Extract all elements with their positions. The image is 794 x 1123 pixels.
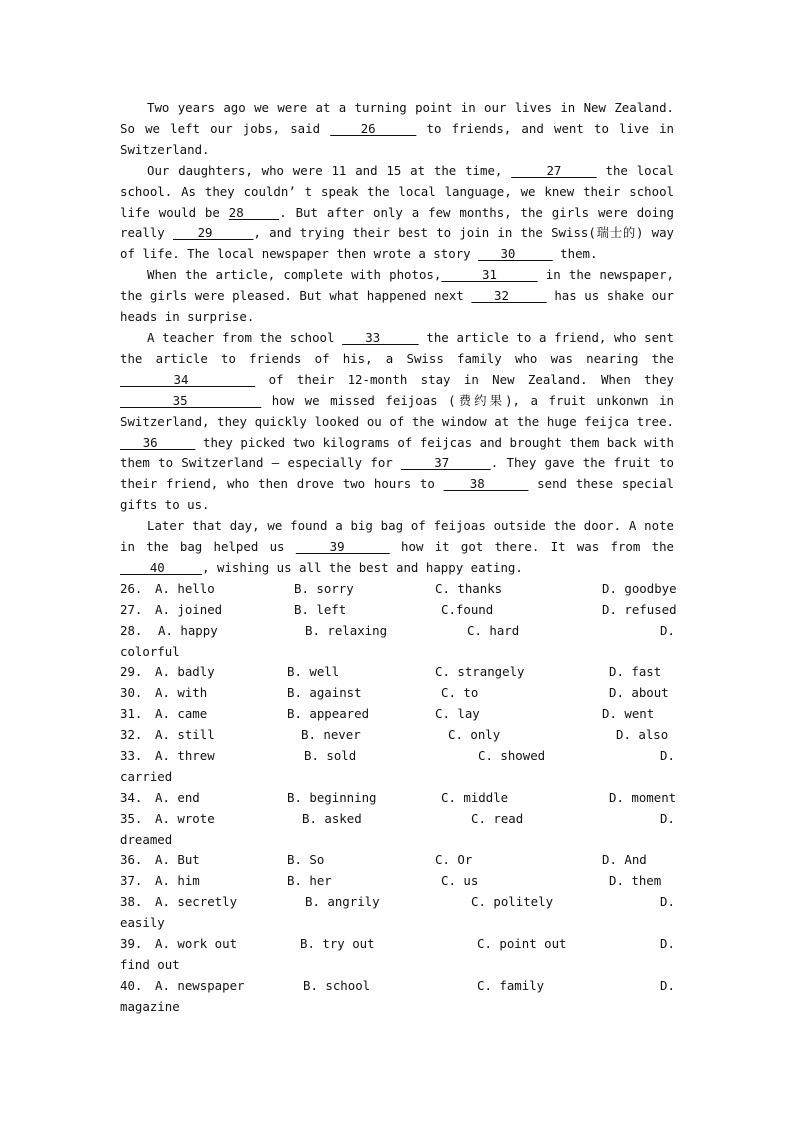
passage-text: Two years ago we were at a turning point in our lives in New Zealand. So we left our jobs, said xyxy=(120,100,674,136)
option-d: D. xyxy=(660,936,675,952)
exam-page xyxy=(120,98,677,1018)
option-d-continued: magazine xyxy=(120,998,180,1014)
option-b: B. angrily xyxy=(305,894,380,910)
option-a: A. with xyxy=(155,685,208,701)
question-number: 31. xyxy=(120,706,143,722)
question-row xyxy=(120,850,674,871)
option-a: A. badly xyxy=(155,664,215,680)
option-c: C.found xyxy=(441,601,494,617)
blank-40: 40 xyxy=(120,559,203,575)
option-a: A. end xyxy=(155,789,200,805)
question-row xyxy=(120,725,674,746)
blank-31: 31 xyxy=(441,267,538,283)
passage-text: how we missed feijoas (费约果), a fruit unkonwn in Switzerland, they quickly looked ou of the window at the huge feijca tree. xyxy=(120,392,674,429)
option-d: D. xyxy=(660,894,675,910)
option-d-continued: easily xyxy=(120,915,165,931)
passage-text: send these special gifts to us. xyxy=(120,476,674,513)
question-number: 29. xyxy=(120,664,143,680)
option-c: C. showed xyxy=(478,747,546,763)
blank-34: 34 xyxy=(120,371,256,387)
option-d-continued: find out xyxy=(120,956,180,972)
question-number: 36. xyxy=(120,852,143,868)
paragraph-1 xyxy=(120,98,674,161)
option-b: B. sorry xyxy=(294,580,354,596)
question-row xyxy=(120,662,674,683)
option-a: A. secretly xyxy=(155,894,238,910)
option-b: B. asked xyxy=(302,810,362,826)
option-b: B. sold xyxy=(304,747,357,763)
cloze-passage xyxy=(120,98,674,579)
blank-32: 32 xyxy=(471,288,547,304)
option-c: C. thanks xyxy=(435,580,503,596)
passage-text: A teacher from the school xyxy=(147,329,343,345)
option-b: B. left xyxy=(294,601,347,617)
option-c: C. to xyxy=(441,685,479,701)
passage-text: the local school. As they couldn’ t speak the local language, we knew their school life would be xyxy=(120,162,674,220)
passage-text: , wishing us all the best and happy eating. xyxy=(202,559,523,575)
question-number: 27. xyxy=(120,601,143,617)
blank-30: 30 xyxy=(478,246,553,262)
question-number: 30. xyxy=(120,685,143,701)
option-d-continued: carried xyxy=(120,768,173,784)
option-c: C. only xyxy=(448,727,501,743)
passage-text: in the newspaper, the girls were pleased. But what happened next xyxy=(120,267,674,304)
option-b: B. So xyxy=(287,852,325,868)
blank-37: 37 xyxy=(401,455,491,471)
option-d: D. refused xyxy=(602,601,677,617)
option-b: B. school xyxy=(303,977,371,993)
question-number: 40. xyxy=(120,977,143,993)
question-row xyxy=(120,892,674,934)
option-a: A. hello xyxy=(155,580,215,596)
question-number: 37. xyxy=(120,873,143,889)
question-row xyxy=(120,579,677,600)
option-b: B. try out xyxy=(300,936,375,952)
option-d: D. xyxy=(660,622,675,638)
question-row xyxy=(120,621,674,663)
option-d-continued: dreamed xyxy=(120,831,173,847)
question-number: 32. xyxy=(120,727,143,743)
passage-text: Later that day, we found a big bag of feijoas outside the door. A note in the bag helped us xyxy=(120,518,674,555)
option-b: B. well xyxy=(287,664,340,680)
question-row xyxy=(120,871,674,892)
question-number: 28. xyxy=(120,622,143,638)
option-c: C. point out xyxy=(477,936,567,952)
option-d: D. moment xyxy=(609,789,677,805)
blank-39: 39 xyxy=(295,539,390,555)
option-d: D. And xyxy=(602,852,647,868)
paragraph-5 xyxy=(120,516,674,579)
option-a: A. wrote xyxy=(155,810,215,826)
blank-28: 28 xyxy=(228,204,280,220)
option-c: C. Or xyxy=(435,852,473,868)
paragraph-4 xyxy=(120,328,674,516)
option-b: B. appeared xyxy=(287,706,370,722)
blank-29: 29 xyxy=(172,225,254,241)
option-d: D. them xyxy=(609,873,662,889)
option-c: C. lay xyxy=(435,706,480,722)
option-c: C. middle xyxy=(441,789,509,805)
passage-text: , and trying their best to join in the Swiss(瑞士的) way of life. The local newspaper then wrote a story xyxy=(120,225,674,262)
passage-text: When the article, complete with photos, xyxy=(147,267,442,283)
paragraph-2 xyxy=(120,161,674,266)
option-a: A. But xyxy=(155,852,200,868)
passage-text: they picked two kilograms of feijcas and brought them back with them to Switzerland — especially for xyxy=(120,434,674,471)
option-a: A. threw xyxy=(155,747,215,763)
passage-text: Our daughters, who were 11 and 15 at the time, xyxy=(147,162,503,178)
option-a: A. him xyxy=(155,873,200,889)
question-row xyxy=(120,600,677,621)
question-number: 35. xyxy=(120,810,143,826)
option-d: D. xyxy=(660,977,675,993)
blank-36: 36 xyxy=(120,434,196,450)
paragraph-3 xyxy=(120,265,674,328)
option-a: A. happy xyxy=(158,622,218,638)
option-b: B. her xyxy=(287,873,332,889)
question-number: 26. xyxy=(120,580,143,596)
blank-27: 27 xyxy=(511,162,597,178)
option-b: B. never xyxy=(301,727,361,743)
option-d-continued: colorful xyxy=(120,643,180,659)
question-row xyxy=(120,704,674,725)
question-row xyxy=(120,976,674,1018)
question-number: 33. xyxy=(120,747,143,763)
question-number: 39. xyxy=(120,936,143,952)
option-d: D. xyxy=(660,747,675,763)
passage-text: of their 12-month stay in New Zealand. When they xyxy=(255,371,674,387)
option-a: A. work out xyxy=(155,936,238,952)
passage-text: has us shake our heads in surprise. xyxy=(120,288,674,325)
passage-text: to friends, and went to live in Switzerland. xyxy=(120,120,675,157)
option-d: D. went xyxy=(602,706,655,722)
passage-text: . But after only a few months, the girls were doing really xyxy=(120,204,675,241)
passage-text: them. xyxy=(552,246,598,262)
answer-options xyxy=(120,579,677,1018)
option-b: B. relaxing xyxy=(305,622,388,638)
blank-26: 26 xyxy=(330,120,417,136)
blank-38: 38 xyxy=(443,476,529,492)
option-c: C. family xyxy=(477,977,545,993)
option-a: A. still xyxy=(155,727,215,743)
question-row xyxy=(120,683,674,704)
blank-33: 33 xyxy=(342,329,419,345)
passage-text: the article to a friend, who sent the article to friends of his, a Swiss family who was nearing the xyxy=(120,329,674,366)
question-row xyxy=(120,809,674,851)
option-c: C. strangely xyxy=(435,664,525,680)
option-c: C. politely xyxy=(471,894,554,910)
option-d: D. xyxy=(660,810,675,826)
question-row xyxy=(120,746,674,788)
blank-35: 35 xyxy=(120,392,262,408)
question-row xyxy=(120,788,677,809)
passage-text: . They gave the fruit to their friend, who then drove two hours to xyxy=(120,455,674,492)
option-a: A. joined xyxy=(155,601,223,617)
option-c: C. read xyxy=(471,810,524,826)
option-c: C. hard xyxy=(467,622,520,638)
option-b: B. beginning xyxy=(287,789,377,805)
option-d: D. also xyxy=(616,727,669,743)
option-c: C. us xyxy=(441,873,479,889)
option-d: D. goodbye xyxy=(602,580,677,596)
option-d: D. about xyxy=(609,685,669,701)
option-d: D. fast xyxy=(609,664,662,680)
option-a: A. came xyxy=(155,706,208,722)
option-b: B. against xyxy=(287,685,362,701)
option-a: A. newspaper xyxy=(155,977,245,993)
question-number: 38. xyxy=(120,894,143,910)
passage-text: how it got there. It was from the xyxy=(389,539,674,555)
question-row xyxy=(120,934,674,976)
question-number: 34. xyxy=(120,789,143,805)
